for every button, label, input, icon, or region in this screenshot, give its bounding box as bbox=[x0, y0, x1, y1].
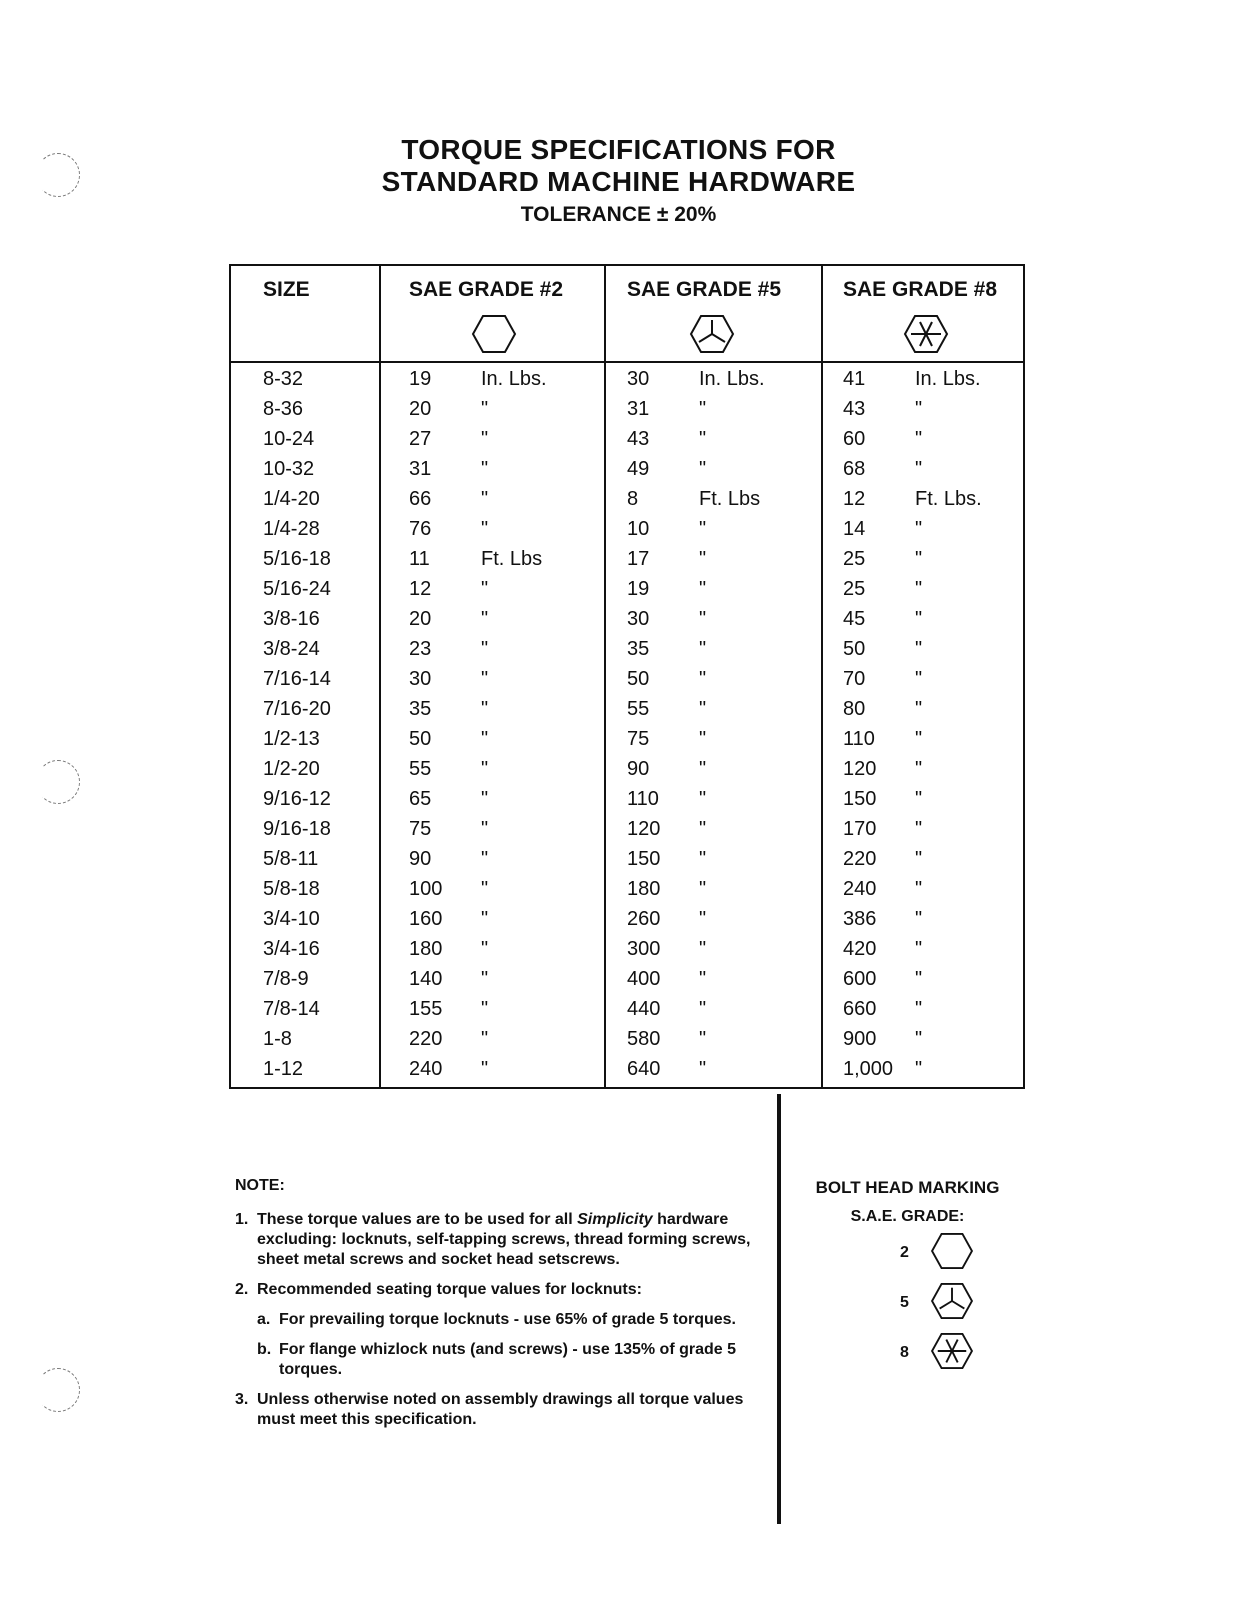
row-size: 5/16-24 bbox=[263, 578, 331, 600]
table-row bbox=[231, 368, 1023, 398]
grade5-value: 440 bbox=[627, 998, 661, 1020]
grade5-value: 35 bbox=[627, 638, 650, 660]
notes-heading: NOTE: bbox=[235, 1177, 285, 1194]
grade8-value: 1,000 bbox=[843, 1058, 894, 1080]
note-text: For prevailing torque locknuts - use 65% of grade 5 torques. bbox=[279, 1311, 736, 1328]
row-size: 1/2-20 bbox=[263, 758, 320, 780]
grade8-unit: " bbox=[915, 908, 923, 930]
grade5-unit: " bbox=[699, 458, 707, 480]
bolt-head-marking bbox=[800, 1178, 1015, 1361]
header-size: SIZE bbox=[263, 278, 310, 301]
grade8-unit: " bbox=[915, 938, 923, 960]
note-number: b. bbox=[257, 1341, 272, 1358]
marking-heading: BOLT HEAD MARKING bbox=[815, 1178, 1000, 1197]
grade5-value: 150 bbox=[627, 848, 661, 870]
grade5-unit: " bbox=[699, 848, 707, 870]
grade5-value: 300 bbox=[627, 938, 661, 960]
grade8-value: 386 bbox=[843, 908, 877, 930]
table-row bbox=[231, 608, 1023, 638]
grade5-value: 55 bbox=[627, 698, 650, 720]
grade8-value: 220 bbox=[843, 848, 877, 870]
grade2-unit: " bbox=[481, 848, 489, 870]
note-number: 2. bbox=[235, 1281, 249, 1298]
grade2-value: 23 bbox=[409, 638, 432, 660]
row-size: 7/16-14 bbox=[263, 668, 331, 690]
note-subitem bbox=[235, 1310, 755, 1330]
grade2-value: 30 bbox=[409, 668, 432, 690]
grade2-value: 76 bbox=[409, 518, 432, 540]
grade5-value: 580 bbox=[627, 1028, 661, 1050]
grade5-unit: " bbox=[699, 548, 707, 570]
grade5-unit: " bbox=[699, 1028, 707, 1050]
grade5-value: 49 bbox=[627, 458, 650, 480]
grade8-unit: " bbox=[915, 638, 923, 660]
grade8-value: 43 bbox=[843, 398, 866, 420]
hexagon-grade8-icon bbox=[930, 1332, 974, 1370]
grade8-unit: " bbox=[915, 548, 923, 570]
grade2-value: 155 bbox=[409, 998, 443, 1020]
grade8-unit: " bbox=[915, 788, 923, 810]
grade8-value: 600 bbox=[843, 968, 877, 990]
row-size: 9/16-12 bbox=[263, 788, 331, 810]
grade8-unit: " bbox=[915, 428, 923, 450]
grade5-value: 17 bbox=[627, 548, 650, 570]
grade8-unit: " bbox=[915, 398, 923, 420]
grade5-unit: " bbox=[699, 638, 707, 660]
grade5-value: 640 bbox=[627, 1058, 661, 1080]
grade2-value: 140 bbox=[409, 968, 443, 990]
marking-grade-8 bbox=[900, 1332, 990, 1376]
marking-grade-5 bbox=[900, 1282, 990, 1326]
table-row bbox=[231, 728, 1023, 758]
table-row bbox=[231, 758, 1023, 788]
row-size: 8-36 bbox=[263, 398, 304, 420]
grade5-value: 8 bbox=[627, 488, 639, 510]
table-row bbox=[231, 818, 1023, 848]
grade5-value: 30 bbox=[627, 368, 650, 390]
grade8-unit: " bbox=[915, 698, 923, 720]
grade2-value: 12 bbox=[409, 578, 432, 600]
grade8-value: 50 bbox=[843, 638, 866, 660]
row-size: 7/16-20 bbox=[263, 698, 331, 720]
row-size: 10-32 bbox=[263, 458, 315, 480]
grade2-value: 11 bbox=[409, 548, 430, 570]
grade5-unit: " bbox=[699, 818, 707, 840]
note-number: a. bbox=[257, 1311, 271, 1328]
table-row bbox=[231, 398, 1023, 428]
grade8-value: 170 bbox=[843, 818, 877, 840]
table-row bbox=[231, 698, 1023, 728]
grade8-value: 68 bbox=[843, 458, 866, 480]
grade2-unit: " bbox=[481, 428, 489, 450]
grade5-unit: " bbox=[699, 518, 707, 540]
grade8-value: 660 bbox=[843, 998, 877, 1020]
grade8-unit: " bbox=[915, 968, 923, 990]
note-subitem bbox=[235, 1340, 755, 1380]
table-row bbox=[231, 488, 1023, 518]
grade5-value: 31 bbox=[627, 398, 650, 420]
note-item bbox=[235, 1280, 755, 1300]
grade2-unit: In. Lbs. bbox=[481, 368, 547, 390]
grade2-unit: " bbox=[481, 1058, 489, 1080]
row-size: 1/4-28 bbox=[263, 518, 320, 540]
grade5-unit: In. Lbs. bbox=[699, 368, 765, 390]
row-size: 1-12 bbox=[263, 1058, 304, 1080]
grade8-unit: " bbox=[915, 1058, 923, 1080]
grade-label: 2 bbox=[900, 1244, 909, 1261]
torque-table bbox=[229, 264, 1025, 1089]
grade2-unit: " bbox=[481, 608, 489, 630]
grade8-unit: " bbox=[915, 608, 923, 630]
hexagon-grade2-icon bbox=[471, 314, 517, 354]
grade5-value: 400 bbox=[627, 968, 661, 990]
grade2-value: 240 bbox=[409, 1058, 443, 1080]
table-row bbox=[231, 518, 1023, 548]
table-row bbox=[231, 968, 1023, 998]
grade8-value: 12 bbox=[843, 488, 866, 510]
grade8-unit: " bbox=[915, 1028, 923, 1050]
grade8-value: 80 bbox=[843, 698, 866, 720]
tolerance-label: TOLERANCE ± 20% bbox=[520, 203, 717, 226]
grade2-value: 50 bbox=[409, 728, 432, 750]
grade2-value: 20 bbox=[409, 398, 432, 420]
grade2-value: 180 bbox=[409, 938, 443, 960]
row-size: 3/8-16 bbox=[263, 608, 320, 630]
row-size: 10-24 bbox=[263, 428, 315, 450]
row-size: 5/16-18 bbox=[263, 548, 331, 570]
table-row bbox=[231, 788, 1023, 818]
grade5-value: 50 bbox=[627, 668, 650, 690]
note-number: 1. bbox=[235, 1211, 249, 1228]
grade8-unit: " bbox=[915, 818, 923, 840]
marking-grade-2 bbox=[900, 1232, 990, 1276]
grade2-unit: " bbox=[481, 458, 489, 480]
grade8-unit: " bbox=[915, 848, 923, 870]
grade5-value: 180 bbox=[627, 878, 661, 900]
grade8-unit: In. Lbs. bbox=[915, 368, 981, 390]
punch-hole-middle bbox=[36, 760, 80, 804]
table-row bbox=[231, 938, 1023, 968]
row-size: 9/16-18 bbox=[263, 818, 331, 840]
brand-name: Simplicity bbox=[577, 1211, 653, 1228]
marking-subheading: S.A.E. GRADE: bbox=[850, 1208, 965, 1225]
grade8-unit: " bbox=[915, 668, 923, 690]
grade8-value: 120 bbox=[843, 758, 877, 780]
grade5-value: 110 bbox=[627, 788, 659, 810]
grade2-unit: " bbox=[481, 488, 489, 510]
grade5-value: 43 bbox=[627, 428, 650, 450]
grade2-unit: " bbox=[481, 878, 489, 900]
grade2-unit: " bbox=[481, 398, 489, 420]
table-row bbox=[231, 458, 1023, 488]
grade5-value: 260 bbox=[627, 908, 661, 930]
table-row bbox=[231, 428, 1023, 458]
grade2-value: 90 bbox=[409, 848, 432, 870]
table-row bbox=[231, 668, 1023, 698]
grade2-unit: " bbox=[481, 728, 489, 750]
grade8-value: 900 bbox=[843, 1028, 877, 1050]
grade2-unit: " bbox=[481, 578, 489, 600]
grade2-unit: " bbox=[481, 968, 489, 990]
note-item bbox=[235, 1390, 755, 1430]
grade5-unit: " bbox=[699, 908, 707, 930]
grade8-value: 25 bbox=[843, 548, 866, 570]
grade8-value: 60 bbox=[843, 428, 866, 450]
table-row bbox=[231, 1028, 1023, 1058]
grade2-unit: " bbox=[481, 788, 489, 810]
row-size: 3/8-24 bbox=[263, 638, 320, 660]
grade2-value: 31 bbox=[409, 458, 432, 480]
hexagon-grade5-icon bbox=[689, 314, 735, 354]
note-text-part: hardware excluding: locknuts, self-tapping screws, thread forming screws, sheet metal screws and socket head setscrews. bbox=[257, 1211, 751, 1268]
grade5-unit: " bbox=[699, 1058, 707, 1080]
header-grade8: SAE GRADE #8 bbox=[843, 278, 998, 301]
row-size: 1/4-20 bbox=[263, 488, 320, 510]
grade2-value: 35 bbox=[409, 698, 432, 720]
grade8-value: 240 bbox=[843, 878, 877, 900]
grade8-unit: " bbox=[915, 878, 923, 900]
grade5-value: 120 bbox=[627, 818, 661, 840]
table-row bbox=[231, 998, 1023, 1028]
grade2-value: 66 bbox=[409, 488, 432, 510]
grade2-value: 27 bbox=[409, 428, 432, 450]
grade2-unit: " bbox=[481, 1028, 489, 1050]
grade5-unit: " bbox=[699, 878, 707, 900]
table-row bbox=[231, 1058, 1023, 1088]
grade2-unit: " bbox=[481, 668, 489, 690]
grade8-unit: " bbox=[915, 758, 923, 780]
grade2-unit: " bbox=[481, 938, 489, 960]
grade5-unit: " bbox=[699, 398, 707, 420]
grade5-value: 75 bbox=[627, 728, 650, 750]
grade5-unit: " bbox=[699, 578, 707, 600]
row-size: 5/8-18 bbox=[263, 878, 320, 900]
grade8-value: 41 bbox=[843, 368, 866, 390]
grade8-unit: " bbox=[915, 518, 923, 540]
grade2-unit: " bbox=[481, 758, 489, 780]
grade5-value: 90 bbox=[627, 758, 650, 780]
grade5-unit: " bbox=[699, 968, 707, 990]
grade8-unit: " bbox=[915, 578, 923, 600]
grade-label: 5 bbox=[900, 1294, 909, 1311]
grade2-value: 65 bbox=[409, 788, 432, 810]
grade8-value: 150 bbox=[843, 788, 877, 810]
row-size: 3/4-10 bbox=[263, 908, 320, 930]
grade8-unit: " bbox=[915, 458, 923, 480]
grade8-value: 45 bbox=[843, 608, 866, 630]
header-grade5: SAE GRADE #5 bbox=[627, 278, 782, 301]
grade2-unit: " bbox=[481, 998, 489, 1020]
grade5-unit: " bbox=[699, 938, 707, 960]
note-number: 3. bbox=[235, 1391, 249, 1408]
row-size: 1-8 bbox=[263, 1028, 292, 1050]
grade5-unit: " bbox=[699, 698, 707, 720]
title-block bbox=[0, 134, 1237, 230]
grade5-unit: " bbox=[699, 428, 707, 450]
grade-label: 8 bbox=[900, 1344, 909, 1361]
row-size: 5/8-11 bbox=[263, 848, 319, 870]
grade5-unit: " bbox=[699, 728, 707, 750]
row-size: 7/8-9 bbox=[263, 968, 309, 990]
grade2-unit: Ft. Lbs bbox=[481, 548, 543, 570]
grade2-value: 19 bbox=[409, 368, 432, 390]
table-row bbox=[231, 848, 1023, 878]
row-size: 8-32 bbox=[263, 368, 304, 390]
note-text-part: These torque values are to be used for all bbox=[257, 1211, 578, 1228]
grade2-unit: " bbox=[481, 908, 489, 930]
table-row bbox=[231, 578, 1023, 608]
grade5-value: 10 bbox=[627, 518, 650, 540]
page-title-line1: TORQUE SPECIFICATIONS FOR bbox=[401, 134, 836, 165]
notes-section bbox=[235, 1176, 755, 1440]
grade5-value: 19 bbox=[627, 578, 650, 600]
row-size: 1/2-13 bbox=[263, 728, 320, 750]
grade8-value: 110 bbox=[843, 728, 875, 750]
grade8-unit: " bbox=[915, 728, 923, 750]
section-divider bbox=[777, 1094, 781, 1524]
grade2-unit: " bbox=[481, 698, 489, 720]
table-row bbox=[231, 908, 1023, 938]
grade2-value: 75 bbox=[409, 818, 432, 840]
grade2-value: 20 bbox=[409, 608, 432, 630]
grade2-unit: " bbox=[481, 518, 489, 540]
grade8-value: 420 bbox=[843, 938, 877, 960]
note-text: Unless otherwise noted on assembly drawings all torque values must meet this specification. bbox=[257, 1391, 744, 1428]
grade2-value: 55 bbox=[409, 758, 432, 780]
table-row bbox=[231, 638, 1023, 668]
row-size: 7/8-14 bbox=[263, 998, 320, 1020]
note-text bbox=[257, 1211, 750, 1268]
hexagon-grade8-icon bbox=[903, 314, 949, 354]
grade5-unit: Ft. Lbs bbox=[699, 488, 761, 510]
row-size: 3/4-16 bbox=[263, 938, 320, 960]
grade5-unit: " bbox=[699, 788, 707, 810]
grade5-unit: " bbox=[699, 668, 707, 690]
grade5-unit: " bbox=[699, 758, 707, 780]
grade8-value: 14 bbox=[843, 518, 866, 540]
grade5-value: 30 bbox=[627, 608, 650, 630]
grade5-unit: " bbox=[699, 998, 707, 1020]
grade8-value: 70 bbox=[843, 668, 866, 690]
grade2-unit: " bbox=[481, 638, 489, 660]
page-title-line2: STANDARD MACHINE HARDWARE bbox=[381, 166, 856, 197]
punch-hole-bottom bbox=[36, 1368, 80, 1412]
grade5-unit: " bbox=[699, 608, 707, 630]
grade2-value: 220 bbox=[409, 1028, 443, 1050]
table-row bbox=[231, 548, 1023, 578]
note-text: For flange whizlock nuts (and screws) - use 135% of grade 5 torques. bbox=[279, 1341, 736, 1378]
grade2-value: 100 bbox=[409, 878, 443, 900]
grade2-unit: " bbox=[481, 818, 489, 840]
grade8-value: 25 bbox=[843, 578, 866, 600]
hexagon-grade2-icon bbox=[930, 1232, 974, 1270]
grade2-value: 160 bbox=[409, 908, 443, 930]
grade8-unit: Ft. Lbs. bbox=[915, 488, 982, 510]
table-row bbox=[231, 878, 1023, 908]
hexagon-grade5-icon bbox=[930, 1282, 974, 1320]
grade8-unit: " bbox=[915, 998, 923, 1020]
note-item bbox=[235, 1210, 755, 1270]
header-grade2: SAE GRADE #2 bbox=[409, 278, 564, 301]
note-text: Recommended seating torque values for locknuts: bbox=[257, 1281, 642, 1298]
